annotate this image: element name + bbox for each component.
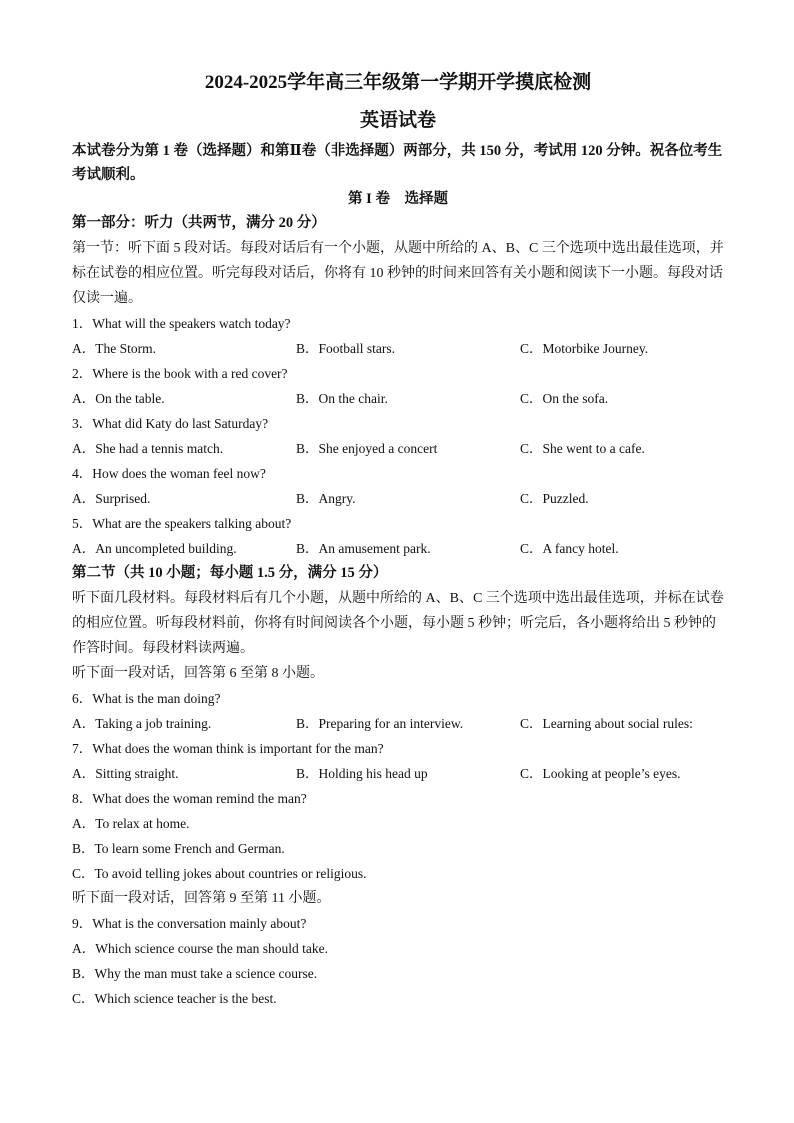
question-text: 8．What does the woman remind the man? bbox=[72, 791, 307, 806]
option-a: A．Sitting straight. bbox=[72, 766, 179, 781]
part1-title: 第一部分：听力（共两节，满分 20 分） bbox=[72, 215, 326, 231]
option-a: A．An uncompleted building. bbox=[72, 541, 237, 556]
question-options bbox=[72, 436, 724, 461]
section1-instructions: 第一节：听下面 5 段对话。每段对话后有一个小题，从题中所给的 A、B、C 三个选项中选出最佳选项，并标在试卷的相应位置。听完每段对话后，你将有 10 秒钟的时间来回答有关小题和阅读下一小题。每段对话仅读一遍。 bbox=[72, 241, 724, 306]
question-8 bbox=[72, 786, 724, 886]
question-text: 3．What did Katy do last Saturday? bbox=[72, 416, 269, 431]
option-b: B．Holding his head up bbox=[296, 766, 428, 781]
option-c: C．To avoid telling jokes about countries or religious. bbox=[72, 866, 367, 881]
option-c: C．A fancy hotel. bbox=[520, 541, 619, 556]
question-4 bbox=[72, 461, 724, 511]
option-a: A．To relax at home. bbox=[72, 816, 190, 831]
option-c: C．Learning about social rules: bbox=[520, 716, 693, 731]
exam-page bbox=[72, 70, 724, 1011]
option-b: B．An amusement park. bbox=[296, 541, 431, 556]
option-b: B．Why the man must take a science course. bbox=[72, 966, 318, 981]
option-a: A．Which science course the man should take. bbox=[72, 941, 329, 956]
question-1 bbox=[72, 311, 724, 361]
option-c: C．She went to a cafe. bbox=[520, 441, 645, 456]
option-a: A．Taking a job training. bbox=[72, 716, 212, 731]
option-c: C．On the sofa. bbox=[520, 391, 609, 406]
question-options bbox=[72, 486, 724, 511]
section2-instructions: 听下面几段材料。每段材料后有几个小题，从题中所给的 A、B、C 三个选项中选出最佳选项，并标在试卷的相应位置。听每段材料前，你将有时间阅读各个小题，每小题 5 秒钟；听完后，各小题将给出 5 秒钟的作答时间。每段材料读两遍。 bbox=[72, 591, 724, 656]
question-text: 5．What are the speakers talking about? bbox=[72, 516, 292, 531]
exam-title: 2024-2025学年高三年级第一学期开学摸底检测 bbox=[204, 72, 592, 93]
exam-subtitle: 英语试卷 bbox=[359, 110, 436, 131]
question-options bbox=[72, 336, 724, 361]
option-b: B．Football stars. bbox=[296, 341, 396, 356]
question-6 bbox=[72, 686, 724, 736]
dialog-6-8-note: 听下面一段对话，回答第 6 至第 8 小题。 bbox=[72, 666, 324, 681]
dialog-9-11-note: 听下面一段对话，回答第 9 至第 11 小题。 bbox=[72, 891, 331, 906]
question-3 bbox=[72, 411, 724, 461]
option-c: C．Looking at people’s eyes. bbox=[520, 766, 681, 781]
question-text: 7．What does the woman think is important for the man? bbox=[72, 741, 384, 756]
question-9 bbox=[72, 911, 724, 1011]
option-a: A．Surprised. bbox=[72, 491, 151, 506]
option-b: B．Angry. bbox=[296, 491, 356, 506]
question-options bbox=[72, 386, 724, 411]
question-text: 6．What is the man doing? bbox=[72, 691, 221, 706]
option-b: B．To learn some French and German. bbox=[72, 841, 285, 856]
question-7 bbox=[72, 736, 724, 786]
question-options bbox=[72, 536, 724, 561]
question-options bbox=[72, 761, 724, 786]
option-b: B．Preparing for an interview. bbox=[296, 716, 464, 731]
option-a: A．On the table. bbox=[72, 391, 165, 406]
question-2 bbox=[72, 361, 724, 411]
option-a: A．She had a tennis match. bbox=[72, 441, 224, 456]
question-text: 9．What is the conversation mainly about? bbox=[72, 916, 307, 931]
question-text: 4．How does the woman feel now? bbox=[72, 466, 266, 481]
option-c: C．Motorbike Journey. bbox=[520, 341, 649, 356]
option-b: B．On the chair. bbox=[296, 391, 388, 406]
option-c: C．Puzzled. bbox=[520, 491, 589, 506]
question-5 bbox=[72, 511, 724, 561]
question-options bbox=[72, 711, 724, 736]
question-text: 1．What will the speakers watch today? bbox=[72, 316, 291, 331]
option-b: B．She enjoyed a concert bbox=[296, 441, 438, 456]
option-a: A．The Storm. bbox=[72, 341, 156, 356]
section2-title: 第二节（共 10 小题；每小题 1.5 分，满分 15 分） bbox=[72, 565, 388, 581]
option-c: C．Which science teacher is the best. bbox=[72, 991, 277, 1006]
volume-title: 第 I 卷 选择题 bbox=[348, 191, 448, 207]
question-text: 2．Where is the book with a red cover? bbox=[72, 366, 288, 381]
exam-intro: 本试卷分为第 1 卷（选择题）和第Ⅱ卷（非选择题）两部分，共 150 分，考试用 120 分钟。祝各位考生考试顺利。 bbox=[72, 143, 723, 183]
